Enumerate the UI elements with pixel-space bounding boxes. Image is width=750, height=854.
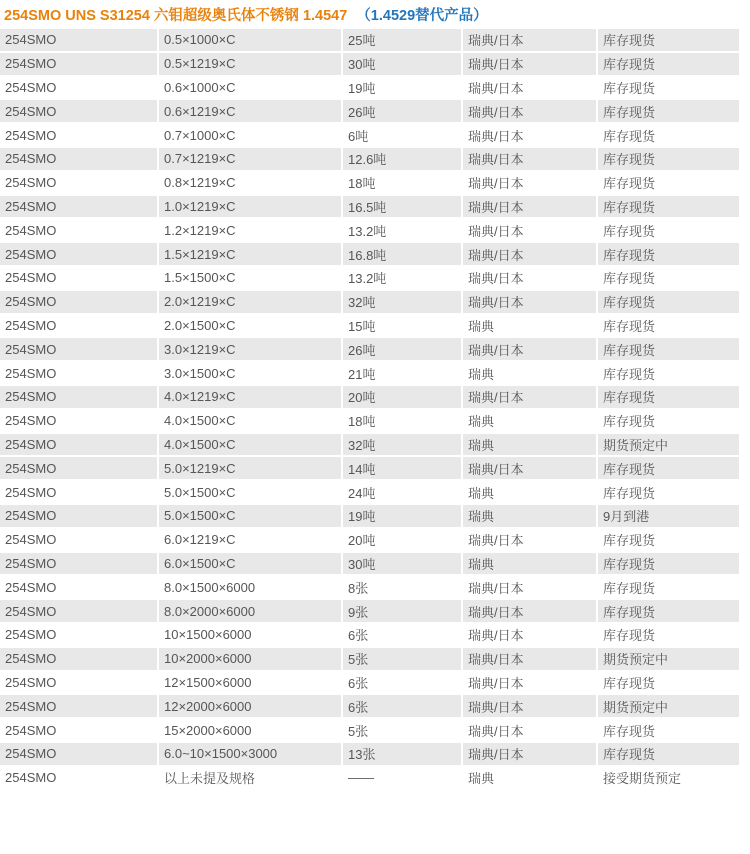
- table-row: [0, 29, 741, 53]
- cell-origin: 瑞典/日本: [463, 719, 598, 743]
- cell-status: 库存现货: [598, 172, 741, 196]
- cell-material: 254SMO: [0, 148, 159, 172]
- cell-spec: 12×1500×6000: [159, 672, 343, 696]
- table-row: [0, 672, 741, 696]
- table-row: [0, 77, 741, 101]
- table-row: [0, 553, 741, 577]
- cell-material: 254SMO: [0, 100, 159, 124]
- cell-qty: 19吨: [343, 505, 463, 529]
- table-row: [0, 291, 741, 315]
- cell-qty: 18吨: [343, 410, 463, 434]
- cell-status: 9月到港: [598, 505, 741, 529]
- cell-origin: 瑞典/日本: [463, 291, 598, 315]
- cell-status: 库存现货: [598, 291, 741, 315]
- cell-qty: 26吨: [343, 338, 463, 362]
- cell-spec: 1.5×1219×C: [159, 243, 343, 267]
- table-row: [0, 410, 741, 434]
- cell-status: 库存现货: [598, 386, 741, 410]
- cell-qty: 13.2吨: [343, 219, 463, 243]
- table-row: [0, 719, 741, 743]
- cell-spec: 5.0×1500×C: [159, 481, 343, 505]
- cell-status: 库存现货: [598, 481, 741, 505]
- page-title: [0, 0, 750, 29]
- cell-qty: 21吨: [343, 362, 463, 386]
- cell-spec: 5.0×1500×C: [159, 505, 343, 529]
- cell-material: 254SMO: [0, 719, 159, 743]
- cell-origin: 瑞典/日本: [463, 77, 598, 101]
- cell-origin: 瑞典: [463, 553, 598, 577]
- table-row: [0, 505, 741, 529]
- cell-spec: 6.0×1219×C: [159, 529, 343, 553]
- table-row: [0, 124, 741, 148]
- cell-spec: 8.0×1500×6000: [159, 576, 343, 600]
- cell-status: 库存现货: [598, 243, 741, 267]
- cell-origin: 瑞典/日本: [463, 243, 598, 267]
- cell-status: 库存现货: [598, 719, 741, 743]
- cell-material: 254SMO: [0, 624, 159, 648]
- table-row: [0, 434, 741, 458]
- cell-status: 期货预定中: [598, 695, 741, 719]
- cell-material: 254SMO: [0, 219, 159, 243]
- cell-qty: 9张: [343, 600, 463, 624]
- cell-spec: 6.0×1500×C: [159, 553, 343, 577]
- cell-spec: 2.0×1500×C: [159, 315, 343, 339]
- cell-material: 254SMO: [0, 457, 159, 481]
- cell-origin: 瑞典/日本: [463, 672, 598, 696]
- cell-origin: 瑞典/日本: [463, 386, 598, 410]
- cell-material: 254SMO: [0, 767, 159, 791]
- table-row: [0, 267, 741, 291]
- cell-material: 254SMO: [0, 291, 159, 315]
- cell-spec: 12×2000×6000: [159, 695, 343, 719]
- cell-origin: 瑞典/日本: [463, 576, 598, 600]
- table-row: [0, 743, 741, 767]
- cell-status: 库存现货: [598, 29, 741, 53]
- cell-material: 254SMO: [0, 434, 159, 458]
- cell-spec: 4.0×1219×C: [159, 386, 343, 410]
- cell-spec: 6.0~10×1500×3000: [159, 743, 343, 767]
- cell-qty: 14吨: [343, 457, 463, 481]
- cell-origin: 瑞典/日本: [463, 600, 598, 624]
- cell-spec: 4.0×1500×C: [159, 410, 343, 434]
- cell-qty: 8张: [343, 576, 463, 600]
- cell-origin: 瑞典: [463, 315, 598, 339]
- cell-origin: 瑞典/日本: [463, 457, 598, 481]
- cell-spec: 0.5×1000×C: [159, 29, 343, 53]
- cell-material: 254SMO: [0, 172, 159, 196]
- cell-status: 库存现货: [598, 100, 741, 124]
- cell-status: 库存现货: [598, 624, 741, 648]
- cell-status: 库存现货: [598, 124, 741, 148]
- cell-origin: 瑞典: [463, 410, 598, 434]
- cell-qty: 13.2吨: [343, 267, 463, 291]
- table-row: [0, 624, 741, 648]
- cell-status: 期货预定中: [598, 434, 741, 458]
- cell-qty: 6张: [343, 624, 463, 648]
- cell-qty: 32吨: [343, 434, 463, 458]
- cell-origin: 瑞典/日本: [463, 53, 598, 77]
- stock-table-body: [0, 29, 741, 791]
- cell-qty: 30吨: [343, 53, 463, 77]
- cell-material: 254SMO: [0, 196, 159, 220]
- cell-spec: 4.0×1500×C: [159, 434, 343, 458]
- cell-material: 254SMO: [0, 576, 159, 600]
- cell-spec: 10×1500×6000: [159, 624, 343, 648]
- cell-qty: 19吨: [343, 77, 463, 101]
- cell-spec: 10×2000×6000: [159, 648, 343, 672]
- cell-origin: 瑞典/日本: [463, 695, 598, 719]
- cell-status: 库存现货: [598, 148, 741, 172]
- cell-spec: 0.7×1219×C: [159, 148, 343, 172]
- table-row: [0, 338, 741, 362]
- table-row: [0, 576, 741, 600]
- cell-qty: 5张: [343, 719, 463, 743]
- cell-spec: 0.5×1219×C: [159, 53, 343, 77]
- cell-status: 接受期货预定: [598, 767, 741, 791]
- table-row: [0, 196, 741, 220]
- cell-status: 库存现货: [598, 553, 741, 577]
- cell-material: 254SMO: [0, 338, 159, 362]
- cell-material: 254SMO: [0, 124, 159, 148]
- table-row: [0, 100, 741, 124]
- table-row: [0, 243, 741, 267]
- cell-material: 254SMO: [0, 53, 159, 77]
- table-row: [0, 767, 741, 791]
- cell-origin: 瑞典/日本: [463, 196, 598, 220]
- cell-origin: 瑞典/日本: [463, 743, 598, 767]
- cell-material: 254SMO: [0, 648, 159, 672]
- cell-qty: 20吨: [343, 529, 463, 553]
- page-title-substitute-note: （1.4529替代产品）: [356, 8, 488, 24]
- cell-status: 库存现货: [598, 410, 741, 434]
- table-row: [0, 529, 741, 553]
- cell-material: 254SMO: [0, 505, 159, 529]
- cell-material: 254SMO: [0, 243, 159, 267]
- cell-spec: 0.8×1219×C: [159, 172, 343, 196]
- cell-origin: 瑞典/日本: [463, 624, 598, 648]
- cell-origin: 瑞典/日本: [463, 29, 598, 53]
- cell-status: 库存现货: [598, 743, 741, 767]
- cell-spec: 8.0×2000×6000: [159, 600, 343, 624]
- table-row: [0, 600, 741, 624]
- cell-status: 库存现货: [598, 219, 741, 243]
- cell-status: 库存现货: [598, 457, 741, 481]
- cell-qty: 26吨: [343, 100, 463, 124]
- cell-spec: 1.5×1500×C: [159, 267, 343, 291]
- cell-origin: 瑞典: [463, 505, 598, 529]
- cell-qty: 18吨: [343, 172, 463, 196]
- cell-origin: 瑞典: [463, 481, 598, 505]
- cell-qty: 15吨: [343, 315, 463, 339]
- cell-qty: 16.8吨: [343, 243, 463, 267]
- cell-material: 254SMO: [0, 695, 159, 719]
- cell-spec: 3.0×1500×C: [159, 362, 343, 386]
- cell-material: 254SMO: [0, 29, 159, 53]
- cell-qty: 5张: [343, 648, 463, 672]
- cell-origin: 瑞典/日本: [463, 100, 598, 124]
- cell-material: 254SMO: [0, 600, 159, 624]
- cell-origin: 瑞典/日本: [463, 338, 598, 362]
- cell-status: 库存现货: [598, 529, 741, 553]
- cell-spec: 5.0×1219×C: [159, 457, 343, 481]
- cell-spec: 0.7×1000×C: [159, 124, 343, 148]
- cell-status: 库存现货: [598, 338, 741, 362]
- cell-spec: 1.2×1219×C: [159, 219, 343, 243]
- cell-qty: 6吨: [343, 124, 463, 148]
- table-row: [0, 648, 741, 672]
- cell-origin: 瑞典: [463, 767, 598, 791]
- cell-status: 库存现货: [598, 77, 741, 101]
- table-row: [0, 53, 741, 77]
- cell-material: 254SMO: [0, 672, 159, 696]
- cell-origin: 瑞典/日本: [463, 172, 598, 196]
- cell-spec: 0.6×1219×C: [159, 100, 343, 124]
- cell-origin: 瑞典/日本: [463, 648, 598, 672]
- cell-material: 254SMO: [0, 529, 159, 553]
- cell-material: 254SMO: [0, 553, 159, 577]
- cell-origin: 瑞典: [463, 434, 598, 458]
- cell-origin: 瑞典: [463, 362, 598, 386]
- cell-spec: 15×2000×6000: [159, 719, 343, 743]
- cell-material: 254SMO: [0, 743, 159, 767]
- cell-origin: 瑞典/日本: [463, 267, 598, 291]
- cell-status: 库存现货: [598, 267, 741, 291]
- cell-qty: 20吨: [343, 386, 463, 410]
- table-row: [0, 457, 741, 481]
- cell-material: 254SMO: [0, 481, 159, 505]
- stock-table: [0, 29, 741, 791]
- cell-qty: 32吨: [343, 291, 463, 315]
- cell-status: 库存现货: [598, 362, 741, 386]
- cell-status: 库存现货: [598, 196, 741, 220]
- cell-status: 库存现货: [598, 600, 741, 624]
- cell-qty: 30吨: [343, 553, 463, 577]
- cell-material: 254SMO: [0, 362, 159, 386]
- cell-status: 库存现货: [598, 576, 741, 600]
- cell-status: 库存现货: [598, 53, 741, 77]
- cell-spec: 2.0×1219×C: [159, 291, 343, 315]
- table-row: [0, 695, 741, 719]
- cell-qty: 24吨: [343, 481, 463, 505]
- cell-status: 库存现货: [598, 672, 741, 696]
- cell-status: 期货预定中: [598, 648, 741, 672]
- page-title-main: 254SMO UNS S31254 六钼超级奥氏体不锈钢 1.4547: [4, 8, 348, 24]
- cell-origin: 瑞典/日本: [463, 148, 598, 172]
- cell-spec: 0.6×1000×C: [159, 77, 343, 101]
- cell-qty: 6张: [343, 695, 463, 719]
- cell-status: 库存现货: [598, 315, 741, 339]
- cell-qty: 13张: [343, 743, 463, 767]
- table-row: [0, 362, 741, 386]
- cell-origin: 瑞典/日本: [463, 529, 598, 553]
- cell-qty: 12.6吨: [343, 148, 463, 172]
- table-row: [0, 481, 741, 505]
- table-row: [0, 148, 741, 172]
- cell-material: 254SMO: [0, 386, 159, 410]
- cell-material: 254SMO: [0, 77, 159, 101]
- table-row: [0, 172, 741, 196]
- cell-spec: 1.0×1219×C: [159, 196, 343, 220]
- cell-origin: 瑞典/日本: [463, 219, 598, 243]
- cell-origin: 瑞典/日本: [463, 124, 598, 148]
- cell-material: 254SMO: [0, 315, 159, 339]
- cell-material: 254SMO: [0, 267, 159, 291]
- table-row: [0, 315, 741, 339]
- table-row: [0, 386, 741, 410]
- cell-material: 254SMO: [0, 410, 159, 434]
- table-row: [0, 219, 741, 243]
- cell-spec: 3.0×1219×C: [159, 338, 343, 362]
- cell-qty: 6张: [343, 672, 463, 696]
- cell-qty: ——: [343, 767, 463, 791]
- cell-qty: 16.5吨: [343, 196, 463, 220]
- cell-qty: 25吨: [343, 29, 463, 53]
- cell-spec: 以上未提及规格: [159, 767, 343, 791]
